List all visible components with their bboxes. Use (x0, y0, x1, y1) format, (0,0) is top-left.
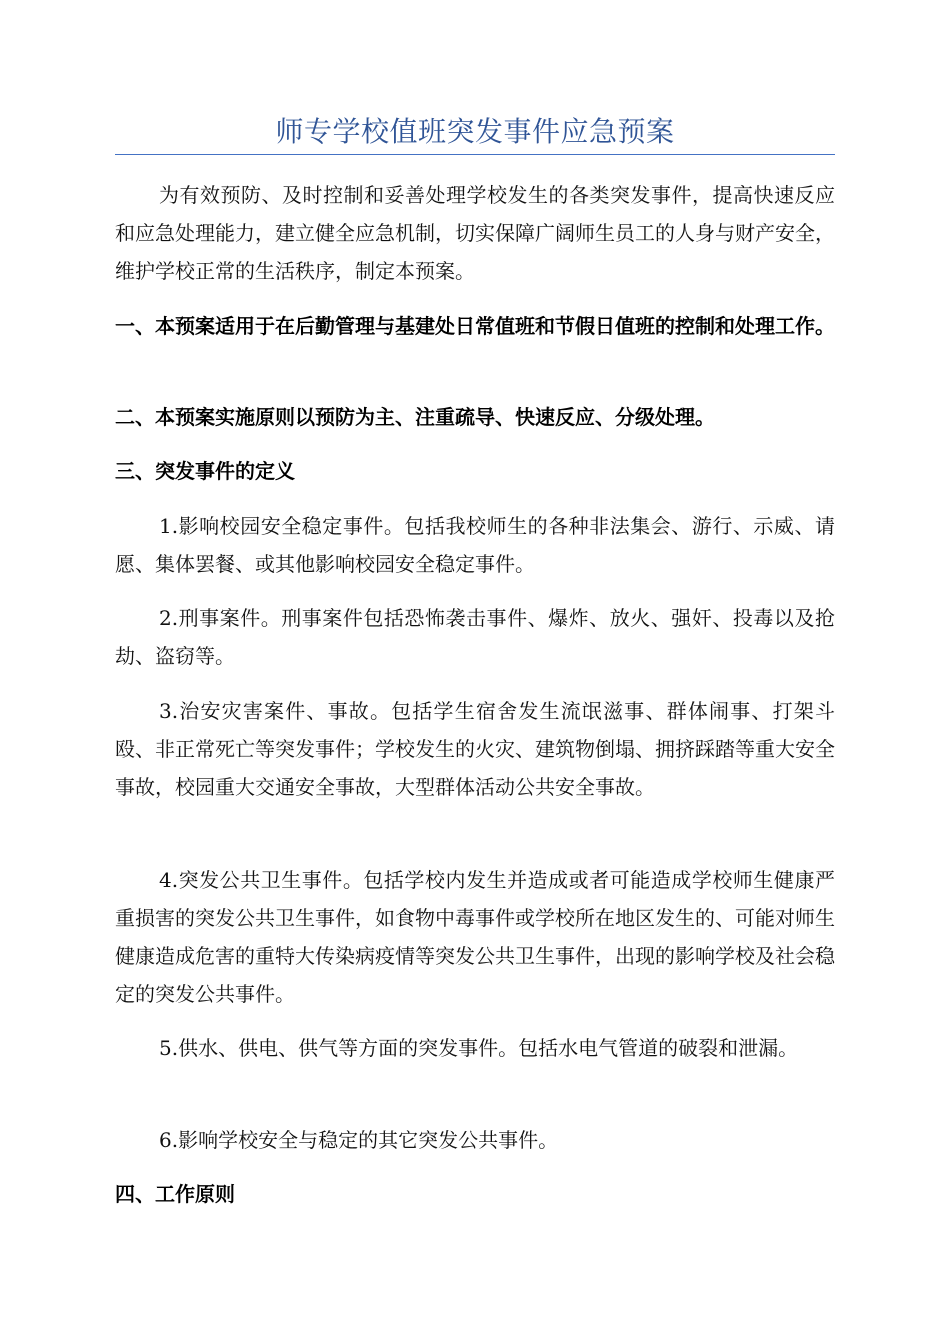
definition-item-1: 1.影响校园安全稳定事件。包括我校师生的各种非法集会、游行、示威、请愿、集体罢餐、或其他影响校园安全稳定事件。 (115, 514, 835, 576)
definition-item-5: 5.供水、供电、供气等方面的突发事件。包括水电气管道的破裂和泄漏。 (159, 1036, 799, 1060)
document-title: 师专学校值班突发事件应急预案 (275, 115, 675, 148)
section-heading-3: 三、突发事件的定义 (115, 459, 295, 483)
definition-item-3: 3.治安灾害案件、事故。包括学生宿舍发生流氓滋事、群体闹事、打架斗殴、非正常死亡等突发事件；学校发生的火灾、建筑物倒塌、拥挤踩踏等重大安全事故，校园重大交通安全事故，大型群体活动公共安全事故。 (115, 699, 835, 799)
section-heading-4: 四、工作原则 (115, 1182, 235, 1206)
section-heading-2: 二、本预案实施原则以预防为主、注重疏导、快速反应、分级处理。 (115, 405, 715, 429)
definition-item-2: 2.刑事案件。刑事案件包括恐怖袭击事件、爆炸、放火、强奸、投毒以及抢劫、盗窃等。 (115, 606, 835, 668)
intro-paragraph: 为有效预防、及时控制和妥善处理学校发生的各类突发事件，提高快速反应和应急处理能力，建立健全应急机制，切实保障广阔师生员工的人身与财产安全，维护学校正常的生活秩序，制定本预案。 (115, 183, 835, 283)
title-underline (115, 154, 835, 155)
section-heading-1: 一、本预案适用于在后勤管理与基建处日常值班和节假日值班的控制和处理工作。 (115, 314, 835, 338)
definition-item-6: 6.影响学校安全与稳定的其它突发公共事件。 (159, 1128, 559, 1152)
definition-item-4: 4.突发公共卫生事件。包括学校内发生并造成或者可能造成学校师生健康严重损害的突发公共卫生事件，如食物中毒事件或学校所在地区发生的、可能对师生健康造成危害的重特大传染病疫情等突发公共卫生事件，出现的影响学校及社会稳定的突发公共事件。 (115, 868, 835, 1006)
